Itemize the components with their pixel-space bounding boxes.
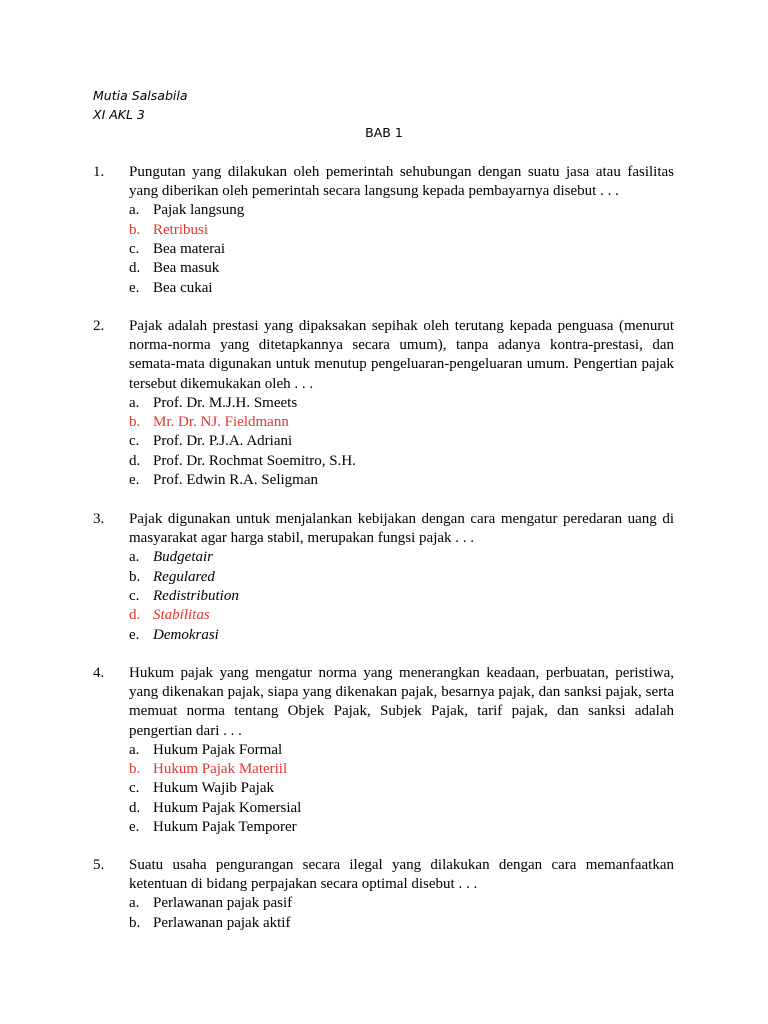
option-letter: e. [129,819,140,835]
option-text: Redistribution [153,588,239,604]
option-letter: a. [129,549,140,566]
option-letter: e. [129,472,140,488]
option-letter: a. [129,202,140,219]
question-5 [93,856,674,933]
student-name: Mutia Salsabila [93,88,188,103]
option-text: Demokrasi [153,626,219,643]
question-text: Pajak adalah prestasi yang dipaksakan sepihak oleh terutang kepada penguasa (menurut norma-norma yang ditetapkannya secara umum), tanpa adanya kontra-prestasi, dan semata-mata digunakan untuk menutup pengeluaran-pengeluaran umum. Pengertian pajak tersebut dikemukakan oleh . . . [129,318,674,392]
option-d [129,799,674,818]
option-text: Prof. Dr. Rochmat Soemitro, S.H. [153,452,356,469]
option-text: Bea cukai [153,279,213,296]
option-text: Hukum Pajak Komersial [153,799,302,816]
option-letter: e. [129,279,140,296]
question-number: 5. [93,857,105,873]
option-text: Stabilitas [153,607,210,624]
option-b-correct [129,221,674,240]
question-4 [93,664,674,837]
option-letter: d. [129,799,141,816]
option-text: Prof. Dr. P.J.A. Adriani [153,433,293,450]
option-c [129,240,674,259]
option-e [129,626,674,645]
option-b [129,914,674,933]
option-letter: c. [129,780,140,797]
option-letter: a. [129,741,140,758]
option-text: Prof. Edwin R.A. Seligman [153,472,318,488]
question-number: 3. [93,511,105,527]
option-letter: b. [129,914,141,931]
option-d-correct [129,606,674,625]
option-a [129,548,674,567]
option-c [129,779,674,798]
question-1 [93,163,674,298]
chapter-title: BAB 1 [365,125,403,140]
option-text: Regulared [153,568,215,585]
question-text: Pajak digunakan untuk menjalankan kebijakan dengan cara mengatur peredaran uang di masyarakat agar harga stabil, merupakan fungsi pajak . . . [129,511,674,547]
question-text: Pungutan yang dilakukan oleh pemerintah sehubungan dengan suatu jasa atau fasilitas yang diberikan oleh pemerintah secara langsung kepada pembayarnya disebut . . . [129,164,674,200]
option-text: Hukum Pajak Formal [153,741,283,758]
option-text: Retribusi [153,221,208,238]
option-a [129,201,674,220]
option-text: Perlawanan pajak pasif [153,895,293,912]
option-text: Bea masuk [153,260,220,277]
option-text: Hukum Wajib Pajak [153,780,275,797]
option-text: Hukum Pajak Materiil [153,761,288,778]
option-letter: c. [129,588,140,604]
option-b-correct [129,413,674,432]
option-letter: b. [129,761,141,778]
option-letter: d. [129,452,141,469]
option-text: Mr. Dr. NJ. Fieldmann [153,414,289,431]
option-letter: b. [129,414,141,431]
option-letter: c. [129,241,140,257]
student-class: XI AKL 3 [93,107,145,122]
option-text: Bea materai [153,241,226,257]
option-text: Pajak langsung [153,202,245,219]
question-3 [93,510,674,645]
option-text: Budgetair [153,549,213,566]
option-letter: d. [129,607,141,624]
question-2 [93,317,674,490]
option-text: Perlawanan pajak aktif [153,914,291,931]
question-number: 1. [93,164,105,180]
option-e [129,471,674,490]
question-text: Hukum pajak yang mengatur norma yang menerangkan keadaan, perbuatan, peristiwa, yang dikenakan pajak, siapa yang dikenakan pajak, besarnya pajak, dan sanksi pajak, serta memuat norma tentang Objek Pajak, Subjek Pajak, tarif pajak, dan sanksi adalah pengertian dari . . . [129,665,674,739]
option-b [129,568,674,587]
option-letter: e. [129,626,140,643]
option-letter: a. [129,394,140,411]
option-c [129,432,674,451]
question-text: Suatu usaha pengurangan secara ilegal yang dilakukan dengan cara memanfaatkan ketentuan di bidang perpajakan secara optimal disebut . . . [129,857,674,893]
option-d [129,452,674,471]
option-a [129,394,674,413]
question-number: 4. [93,665,105,681]
option-d [129,259,674,278]
option-letter: b. [129,568,141,585]
option-a [129,741,674,760]
option-b-correct [129,760,674,779]
option-letter: b. [129,221,141,238]
option-a [129,894,674,913]
option-c [129,587,674,606]
option-letter: a. [129,895,140,912]
option-text: Hukum Pajak Temporer [153,819,297,835]
option-e [129,279,674,298]
option-text: Prof. Dr. M.J.H. Smeets [153,394,298,411]
option-e [129,818,674,837]
question-number: 2. [93,318,105,334]
option-letter: d. [129,260,141,277]
option-letter: c. [129,433,140,450]
